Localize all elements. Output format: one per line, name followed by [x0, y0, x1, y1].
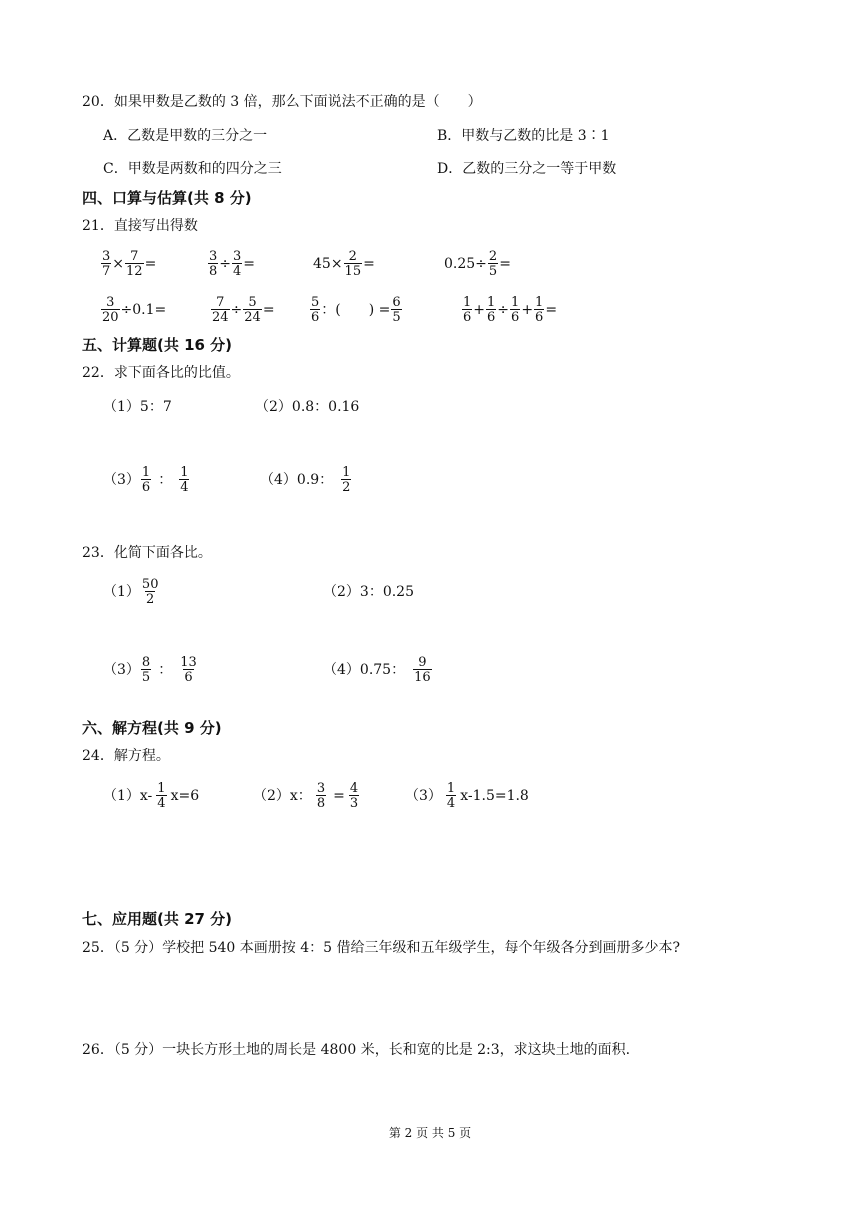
q25-text: 25．（5 分）学校把 540 本画册按 4：5 借给三年级和五年级学生，每个年级各分到画册多少本? — [82, 940, 681, 956]
q21-stem: 21．直接写出得数 — [82, 218, 198, 234]
q23-part-4: （4）0.75： 9 16 — [323, 655, 431, 685]
fraction: 1 4 — [157, 781, 166, 811]
fraction: $\frac{3}{7}$ — [102, 249, 111, 279]
fraction: 1 6 — [463, 295, 472, 325]
q23-part-2: （2）3：0.25 — [323, 584, 414, 600]
fraction: $\frac{3}{8}$ — [316, 781, 326, 811]
fraction: 1 6 — [141, 465, 151, 495]
q20-option-d: D．乙数的三分之一等于甲数 — [437, 161, 617, 177]
fraction: 1 4 — [180, 465, 189, 495]
q22-stem: 22．求下面各比的比值。 — [82, 365, 240, 381]
q24-part-2: （2）x： $\frac{3}{8}$ = $\frac{4}{3}$ — [253, 781, 359, 811]
q21-expr-2: $\frac{3}{8}$ ÷ $\frac{3}{4}$ = — [209, 249, 256, 279]
section-7-title: 七、应用题(共 27 分) — [82, 910, 233, 928]
q23-part-1: （1） 50 2 — [103, 577, 159, 607]
fraction: 13 6 — [180, 655, 197, 685]
fraction: $\frac{1}{6}$ — [487, 295, 496, 325]
q21-expr-4: 0.25÷ $\frac{2}{5}$ = — [444, 249, 511, 279]
fraction: $\frac{5}{24}$ — [244, 295, 261, 325]
q21-expr-3: 45× $\frac{2}{15}$ = — [313, 249, 375, 279]
q22-part-4: （4）0.9： 1 2 — [260, 465, 351, 495]
q20-option-c: C．甲数是两数和的四分之三 — [103, 161, 282, 177]
fraction: $\frac{1}{6}$ — [535, 295, 544, 325]
fraction: $\frac{6}{5}$ — [392, 295, 401, 325]
q21-expr-1: $\frac{3}{7}$ × $\frac{7}{12}$ = — [102, 249, 157, 279]
fraction: $\frac{7}{24}$ — [212, 295, 229, 325]
fraction: $\frac{1}{6}$ — [511, 295, 520, 325]
fraction: $\frac{3}{4}$ — [233, 249, 242, 279]
q21-expr-6: $\frac{7}{24}$ ÷ $\frac{5}{24}$ = — [212, 295, 275, 325]
q22-part-3: （3） 1 6 ： 1 4 — [103, 465, 189, 495]
q22-part-1: （1）5：7 — [103, 399, 172, 415]
fraction: 9 16 — [414, 655, 431, 685]
q21-expr-8: 1 6 + $\frac{1}{6}$ ÷ $\frac{1}{6}$ + $\frac{1}{6}$ = — [463, 295, 558, 325]
fraction: 5 6 — [311, 295, 320, 325]
q20-option-a: A．乙数是甲数的三分之一 — [103, 128, 268, 144]
fraction: $\frac{4}{3}$ — [349, 781, 359, 811]
fraction: 8 5 — [141, 655, 151, 685]
fraction: $\frac{7}{12}$ — [126, 249, 143, 279]
q26-text: 26．（5 分）一块长方形土地的周长是 4800 米，长和宽的比是 2:3，求这块土地的面积. — [82, 1042, 631, 1058]
q20-stem: 20．如果甲数是乙数的 3 倍，那么下面说法不正确的是（ ） — [82, 94, 482, 110]
fraction: 1 2 — [342, 465, 351, 495]
section-4-title: 四、口算与估算(共 8 分) — [82, 189, 252, 207]
q23-part-3: （3） 8 5 ： 13 6 — [103, 655, 197, 685]
fraction: $\frac{2}{15}$ — [344, 249, 362, 279]
section-5-title: 五、计算题(共 16 分) — [82, 336, 233, 354]
q23-stem: 23．化简下面各比。 — [82, 545, 212, 561]
fraction: $\frac{3}{20}$ — [102, 295, 119, 325]
fraction: 1 4 — [446, 781, 456, 811]
q24-part-1: （1）x- 1 4 x=6 — [103, 781, 200, 811]
section-6-title: 六、解方程(共 9 分) — [82, 719, 222, 737]
q21-expr-7: 5 6 ：( ) = $\frac{6}{5}$ — [311, 295, 401, 325]
fraction: $\frac{2}{5}$ — [488, 249, 498, 279]
q21-expr-5: $\frac{3}{20}$ ÷0.1= — [102, 295, 167, 325]
q24-part-3: （3） 1 4 x-1.5=1.8 — [405, 781, 529, 811]
fraction: 50 2 — [141, 577, 159, 607]
q24-stem: 24．解方程。 — [82, 748, 170, 764]
q22-part-2: （2）0.8：0.16 — [255, 399, 360, 415]
q20-option-b: B．甲数与乙数的比是 3∶1 — [437, 128, 610, 144]
fraction: $\frac{3}{8}$ — [209, 249, 218, 279]
page-footer: 第 2 页 共 5 页 — [388, 1126, 472, 1140]
